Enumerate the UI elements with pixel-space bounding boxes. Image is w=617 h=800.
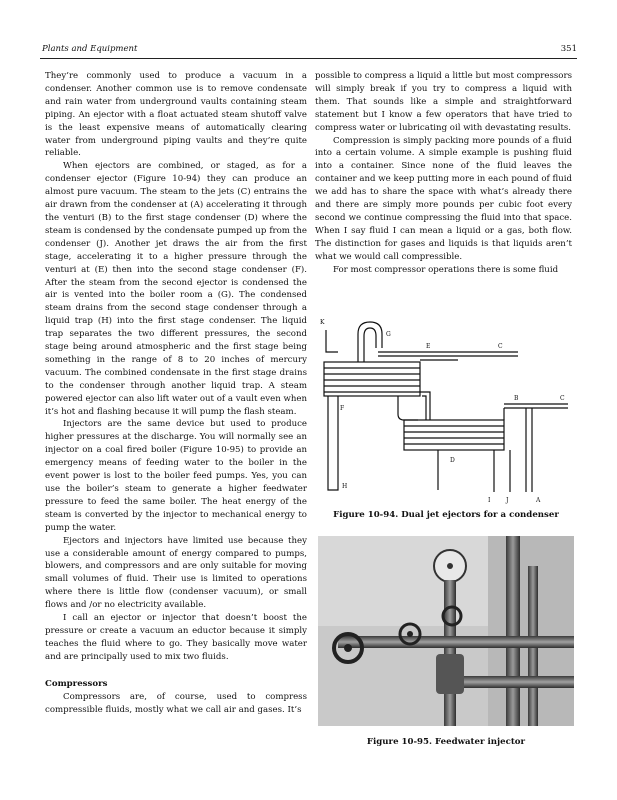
- label-f: F: [340, 405, 345, 412]
- paragraph: Injectors are the same device but used to produce higher pressures at the discharge. You will normally see an injector on a coal fired boiler (Figure 10-95) to provide an emergency means of feeding water to the boiler in the event power is lost to the boiler feed pumps. Yes, you can use the boiler’s steam to generate a higher feedwater pressure to feed the same boiler. The heat energy of the steam is converted by the injector to mechanical energy to pump the water.: [45, 419, 307, 533]
- label-b: B: [514, 395, 519, 402]
- paragraph: possible to compress a liquid a little but most compressors will simply break if you try to compress a liquid with them. That sounds like a simple and straightforward statement but I know a few operators that have tried to compress water or lubricating oil with devastating results.: [315, 71, 572, 133]
- running-header-title: Plants and Equipment: [42, 44, 138, 54]
- header-rule: [40, 58, 577, 59]
- figure-94-caption: Figure 10-94. Dual jet ejectors for a condenser: [333, 510, 559, 520]
- paragraph: When ejectors are combined, or staged, as for a condenser ejector (Figure 10-94) they can produce an almost pure vacuum. The steam to the jets (C) entrains the air drawn from the condenser at (A) accelerating it through the venturi (B) to the first stage condenser (D) where the steam is condensed by the condensate pumped up from the condenser (J). Another jet draws the air from the first stage, accelerating it to a higher pressure through the venturi at (E) then into the second stage condenser (F). After the steam from the second ejector is condensed the air is vented into the boiler room a (G). The condensed steam drains from the second stage condenser through a liquid trap (H) into the first stage condenser. The liquid trap separates the two different pressures, the second stage being around atmospheric and the first stage being something in the range of 8 to 20 inches of mercury vacuum. The combined condensate in the first stage drains to the condenser through another liquid trap. A steam powered ejector can also lift water out of a vault even when it’s hot and flashing because it will pump the flash steam.: [45, 161, 307, 417]
- paragraph: For most compressor operations there is some fluid: [333, 264, 559, 275]
- label-i: I: [488, 497, 491, 504]
- right-column: [315, 70, 572, 277]
- paragraph: Compression is simply packing more pounds of a fluid into a certain volume. A simple example is pushing fluid into a container. Since none of the fluid leaves the container and we keep putting more in each pound of fluid we add has to share the space with what’s already there and there are simply more pounds per cubic foot every second we continue compressing the fluid into that space. When I say fluid I can mean a liquid or a gas, both flow. The distinction for gases and liquids is that liquids aren’t what we would call compressible.: [315, 135, 572, 262]
- label-c-top: C: [498, 343, 503, 350]
- paragraph: Ejectors and injectors have limited use because they use a considerable amount of energy compared to pumps, blowers, and compressors and are only suitable for moving small volumes of fluid. Their use is limited to operations where there is little flow (condenser vacuum), or small flows and /or no electricity available.: [45, 535, 307, 611]
- page-number: 351: [560, 44, 577, 54]
- figure-feedwater-injector-photo: [318, 536, 574, 726]
- injector-photo-svg: [318, 536, 574, 726]
- label-d: D: [450, 457, 455, 464]
- figure-95-caption: Figure 10-95. Feedwater injector: [366, 737, 526, 747]
- label-g: G: [386, 331, 391, 338]
- paragraph: They’re commonly used to produce a vacuum in a condenser. Another common use is to remove condensate and rain water from underground vaults containing steam piping. An ejector with a float actuated steam shutoff valve is the least expensive means of automatically clearing water from underground piping vaults and they’re quite reliable.: [45, 71, 307, 159]
- section-heading: Compressors: [45, 678, 108, 689]
- figure-dual-jet-ejector-diagram: [318, 312, 574, 506]
- label-k: K: [320, 319, 325, 326]
- paragraph: Compressors are, of course, used to compress compressible fluids, mostly what we call air and gases. It’s: [45, 691, 307, 715]
- left-column: [45, 70, 307, 716]
- ejector-diagram-svg: [318, 312, 574, 506]
- label-e: E: [426, 343, 431, 350]
- label-h: H: [342, 483, 348, 490]
- label-j: J: [506, 497, 509, 504]
- label-c-right: C: [560, 395, 565, 402]
- paragraph: I call an ejector or injector that doesn’t boost the pressure or create a vacuum an eductor because it simply teaches the fluid where to go. They basically move water and are principally used to mix two fluids.: [45, 613, 307, 662]
- label-a: A: [536, 497, 541, 504]
